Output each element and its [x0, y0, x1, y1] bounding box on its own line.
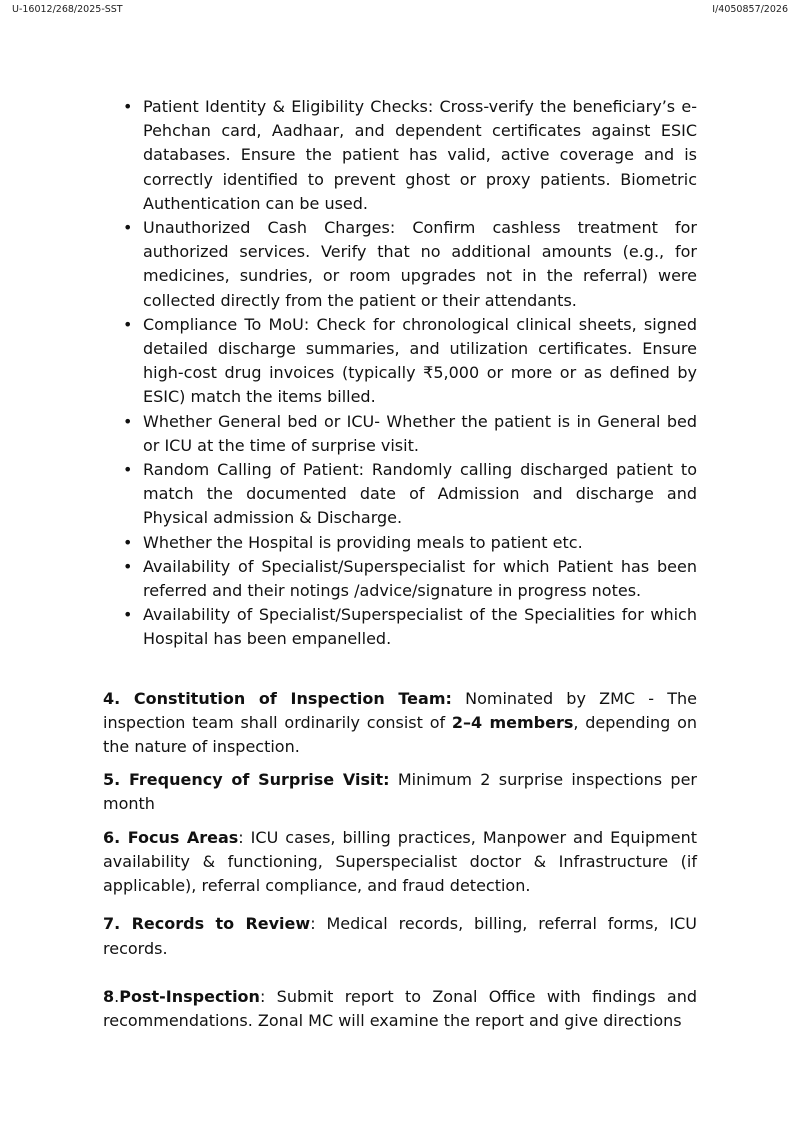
document-body	[103, 95, 697, 1033]
section-text: , depending on the nature of inspection.	[103, 712, 698, 757]
section-visit-frequency	[103, 768, 697, 816]
header-ref-right: I/4050857/2026	[712, 4, 788, 15]
bullet-item: • Compliance To MoU: Check for chronological clinical sheets, signed detailed discharge summaries, and utilization certificates. Ensure high-cost drug invoices (typically ₹5,000 or more or as defined by ESIC) match the items billed.	[143, 313, 697, 410]
section-heading: Post-Inspection	[119, 986, 260, 1006]
checklist-bullets	[103, 95, 697, 652]
section-focus-areas	[103, 826, 697, 899]
section-heading: 4. Constitution of Inspection Team:	[103, 688, 452, 708]
bullet-item: • Random Calling of Patient: Randomly calling discharged patient to match the documented date of Admission and discharge and Physical admission & Discharge.	[143, 458, 697, 531]
section-text: : Medical records, billing, referral forms, ICU records.	[103, 914, 698, 958]
bullet-item: • Patient Identity & Eligibility Checks: Cross-verify the beneficiary’s e-Pehchan card, Aadhaar, and dependent certificates against ESIC databases. Ensure the patient has valid, active coverage and is correctly identified to prevent ghost or proxy patients. Biometric Authentication can be used.	[143, 95, 697, 216]
header-ref-left: U-16012/268/2025-SST	[12, 4, 123, 15]
bullet-item: • Whether General bed or ICU- Whether the patient is in General bed or ICU at the time of surprise visit.	[143, 410, 697, 458]
section-number: 8	[103, 986, 115, 1006]
section-records-review	[103, 912, 697, 960]
team-size: 2–4 members	[451, 712, 574, 732]
bullet-item: • Availability of Specialist/Superspecialist for which Patient has been referred and their notings /advice/signature in progress notes.	[143, 555, 697, 603]
section-text: : ICU cases, billing practices, Manpower and Equipment availability & functioning, Superspecialist doctor & Infrastructure (if applicable), referral compliance, and fraud detection.	[103, 827, 697, 896]
section-heading: 6. Focus Areas	[103, 827, 239, 847]
section-heading: 5. Frequency of Surprise Visit:	[103, 770, 390, 790]
section-separator: .	[114, 986, 120, 1006]
bullet-item: • Unauthorized Cash Charges: Confirm cashless treatment for authorized services. Verify that no additional amounts (e.g., for medicines, sundries, or room upgrades not in the referral) were collected directly from the patient or their attendants.	[143, 216, 697, 313]
section-post-inspection	[103, 985, 697, 1033]
section-heading: 7. Records to Review	[103, 914, 311, 934]
bullet-item: • Availability of Specialist/Superspecialist of the Specialities for which Hospital has been empanelled.	[143, 603, 697, 651]
section-inspection-team	[103, 687, 697, 760]
section-text: Nominated by ZMC - The inspection team shall ordinarily consist of	[103, 688, 697, 732]
bullet-item: • Whether the Hospital is providing meals to patient etc.	[143, 531, 697, 555]
section-text: : Submit report to Zonal Office with findings and recommendations. Zonal MC will examine the report and give directions	[103, 986, 697, 1030]
section-text: Minimum 2 surprise inspections per month	[103, 770, 697, 814]
